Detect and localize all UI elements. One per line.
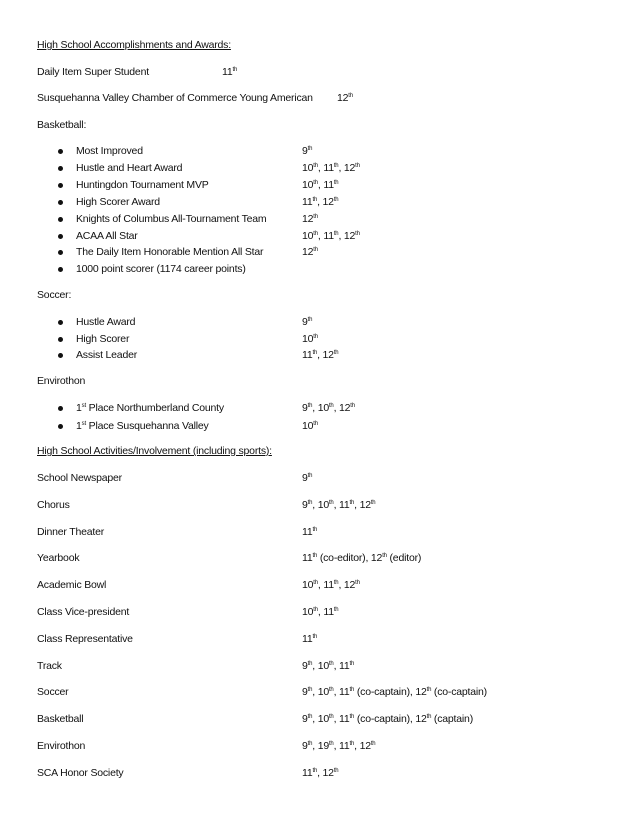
basketball-item-years: 9th xyxy=(302,145,313,157)
activity-label: Chorus xyxy=(37,498,70,511)
activity-years: 11th, 12th xyxy=(302,766,339,779)
activity-label: SCA Honor Society xyxy=(37,766,124,779)
activity-years: 9th xyxy=(302,472,313,484)
activity-label: Basketball xyxy=(37,713,84,726)
envirothon-item-label: 1st Place Susquehanna Valley xyxy=(76,419,209,432)
soccer-item-years: 10th xyxy=(302,332,318,345)
bullet-icon xyxy=(58,337,63,342)
bullet-icon xyxy=(58,183,63,188)
activity-label: School Newspaper xyxy=(37,472,122,484)
awards-heading: High School Accomplishments and Awards: xyxy=(37,39,231,51)
envirothon-item-label: 1st Place Northumberland County xyxy=(76,402,224,414)
activity-label: Track xyxy=(37,659,62,672)
activity-label: Dinner Theater xyxy=(37,525,105,538)
bullet-icon xyxy=(58,166,63,171)
activity-label: Class Representative xyxy=(37,632,133,645)
basketball-item-label: Huntingdon Tournament MVP xyxy=(76,178,209,191)
bullet-icon xyxy=(58,353,63,358)
basketball-item-years: 12th xyxy=(302,212,318,225)
bullet-icon xyxy=(58,149,63,154)
bullet-icon xyxy=(58,250,63,255)
soccer-heading: Soccer: xyxy=(37,289,72,301)
activity-years: 10th, 11th, 12th xyxy=(302,579,360,592)
bullet-icon xyxy=(58,217,63,222)
soccer-item-years: 9th xyxy=(302,316,313,328)
activity-label: Class Vice-president xyxy=(37,606,130,618)
basketball-item-label: Knights of Columbus All-Tournament Team xyxy=(76,212,267,225)
basketball-item-label: The Daily Item Honorable Mention All Star xyxy=(76,246,264,259)
activity-years: 9th, 10th, 11th (co-captain), 12th (captain) xyxy=(302,713,473,726)
basketball-item-label: Most Improved xyxy=(76,145,143,157)
basketball-item-years: 10th, 11th, 12th xyxy=(302,229,360,242)
award-label: Susquehanna Valley Chamber of Commerce Young American xyxy=(37,92,313,104)
soccer-item-label: High Scorer xyxy=(76,332,130,345)
basketball-item-label: Hustle and Heart Award xyxy=(76,161,183,174)
activity-years: 11th xyxy=(302,632,318,645)
bullet-icon xyxy=(58,200,63,205)
bullet-icon xyxy=(58,406,63,411)
basketball-item-years: 12th xyxy=(302,246,318,259)
basketball-item-label: ACAA All Star xyxy=(76,229,138,242)
activities-heading: High School Activities/Involvement (including sports): xyxy=(37,445,272,457)
soccer-item-label: Hustle Award xyxy=(76,316,136,328)
envirothon-item-years: 10th xyxy=(302,419,318,432)
basketball-item-label: 1000 point scorer (1174 career points) xyxy=(76,263,246,276)
activity-years: 10th, 11th xyxy=(302,606,339,618)
envirothon-item-years: 9th, 10th, 12th xyxy=(302,402,355,414)
basketball-item-years: 11th, 12th xyxy=(302,195,339,208)
award-year: 11th xyxy=(222,66,238,78)
bullet-icon xyxy=(58,234,63,239)
activity-years: 9th, 10th, 11th (co-captain), 12th (co-captain) xyxy=(302,686,487,699)
activity-years: 11th (co-editor), 12th (editor) xyxy=(302,552,422,565)
basketball-heading: Basketball: xyxy=(37,119,87,131)
activity-years: 9th, 10th, 11th xyxy=(302,659,355,672)
envirothon-heading: Envirothon xyxy=(37,375,86,387)
award-year: 12th xyxy=(337,92,353,104)
activity-label: Envirothon xyxy=(37,740,86,752)
activity-label: Soccer xyxy=(37,686,69,699)
soccer-item-years: 11th, 12th xyxy=(302,349,339,361)
basketball-item-years: 10th, 11th, 12th xyxy=(302,161,360,174)
activity-label: Academic Bowl xyxy=(37,579,107,592)
basketball-item-years: 10th, 11th xyxy=(302,178,339,191)
bullet-icon xyxy=(58,320,63,325)
soccer-item-label: Assist Leader xyxy=(76,349,138,361)
bullet-icon xyxy=(58,424,63,429)
basketball-item-label: High Scorer Award xyxy=(76,195,160,208)
award-label: Daily Item Super Student xyxy=(37,66,149,78)
activity-years: 11th xyxy=(302,525,318,538)
activity-label: Yearbook xyxy=(37,552,80,565)
activity-years: 9th, 10th, 11th, 12th xyxy=(302,498,376,511)
activity-years: 9th, 19th, 11th, 12th xyxy=(302,740,376,752)
bullet-icon xyxy=(58,267,63,272)
